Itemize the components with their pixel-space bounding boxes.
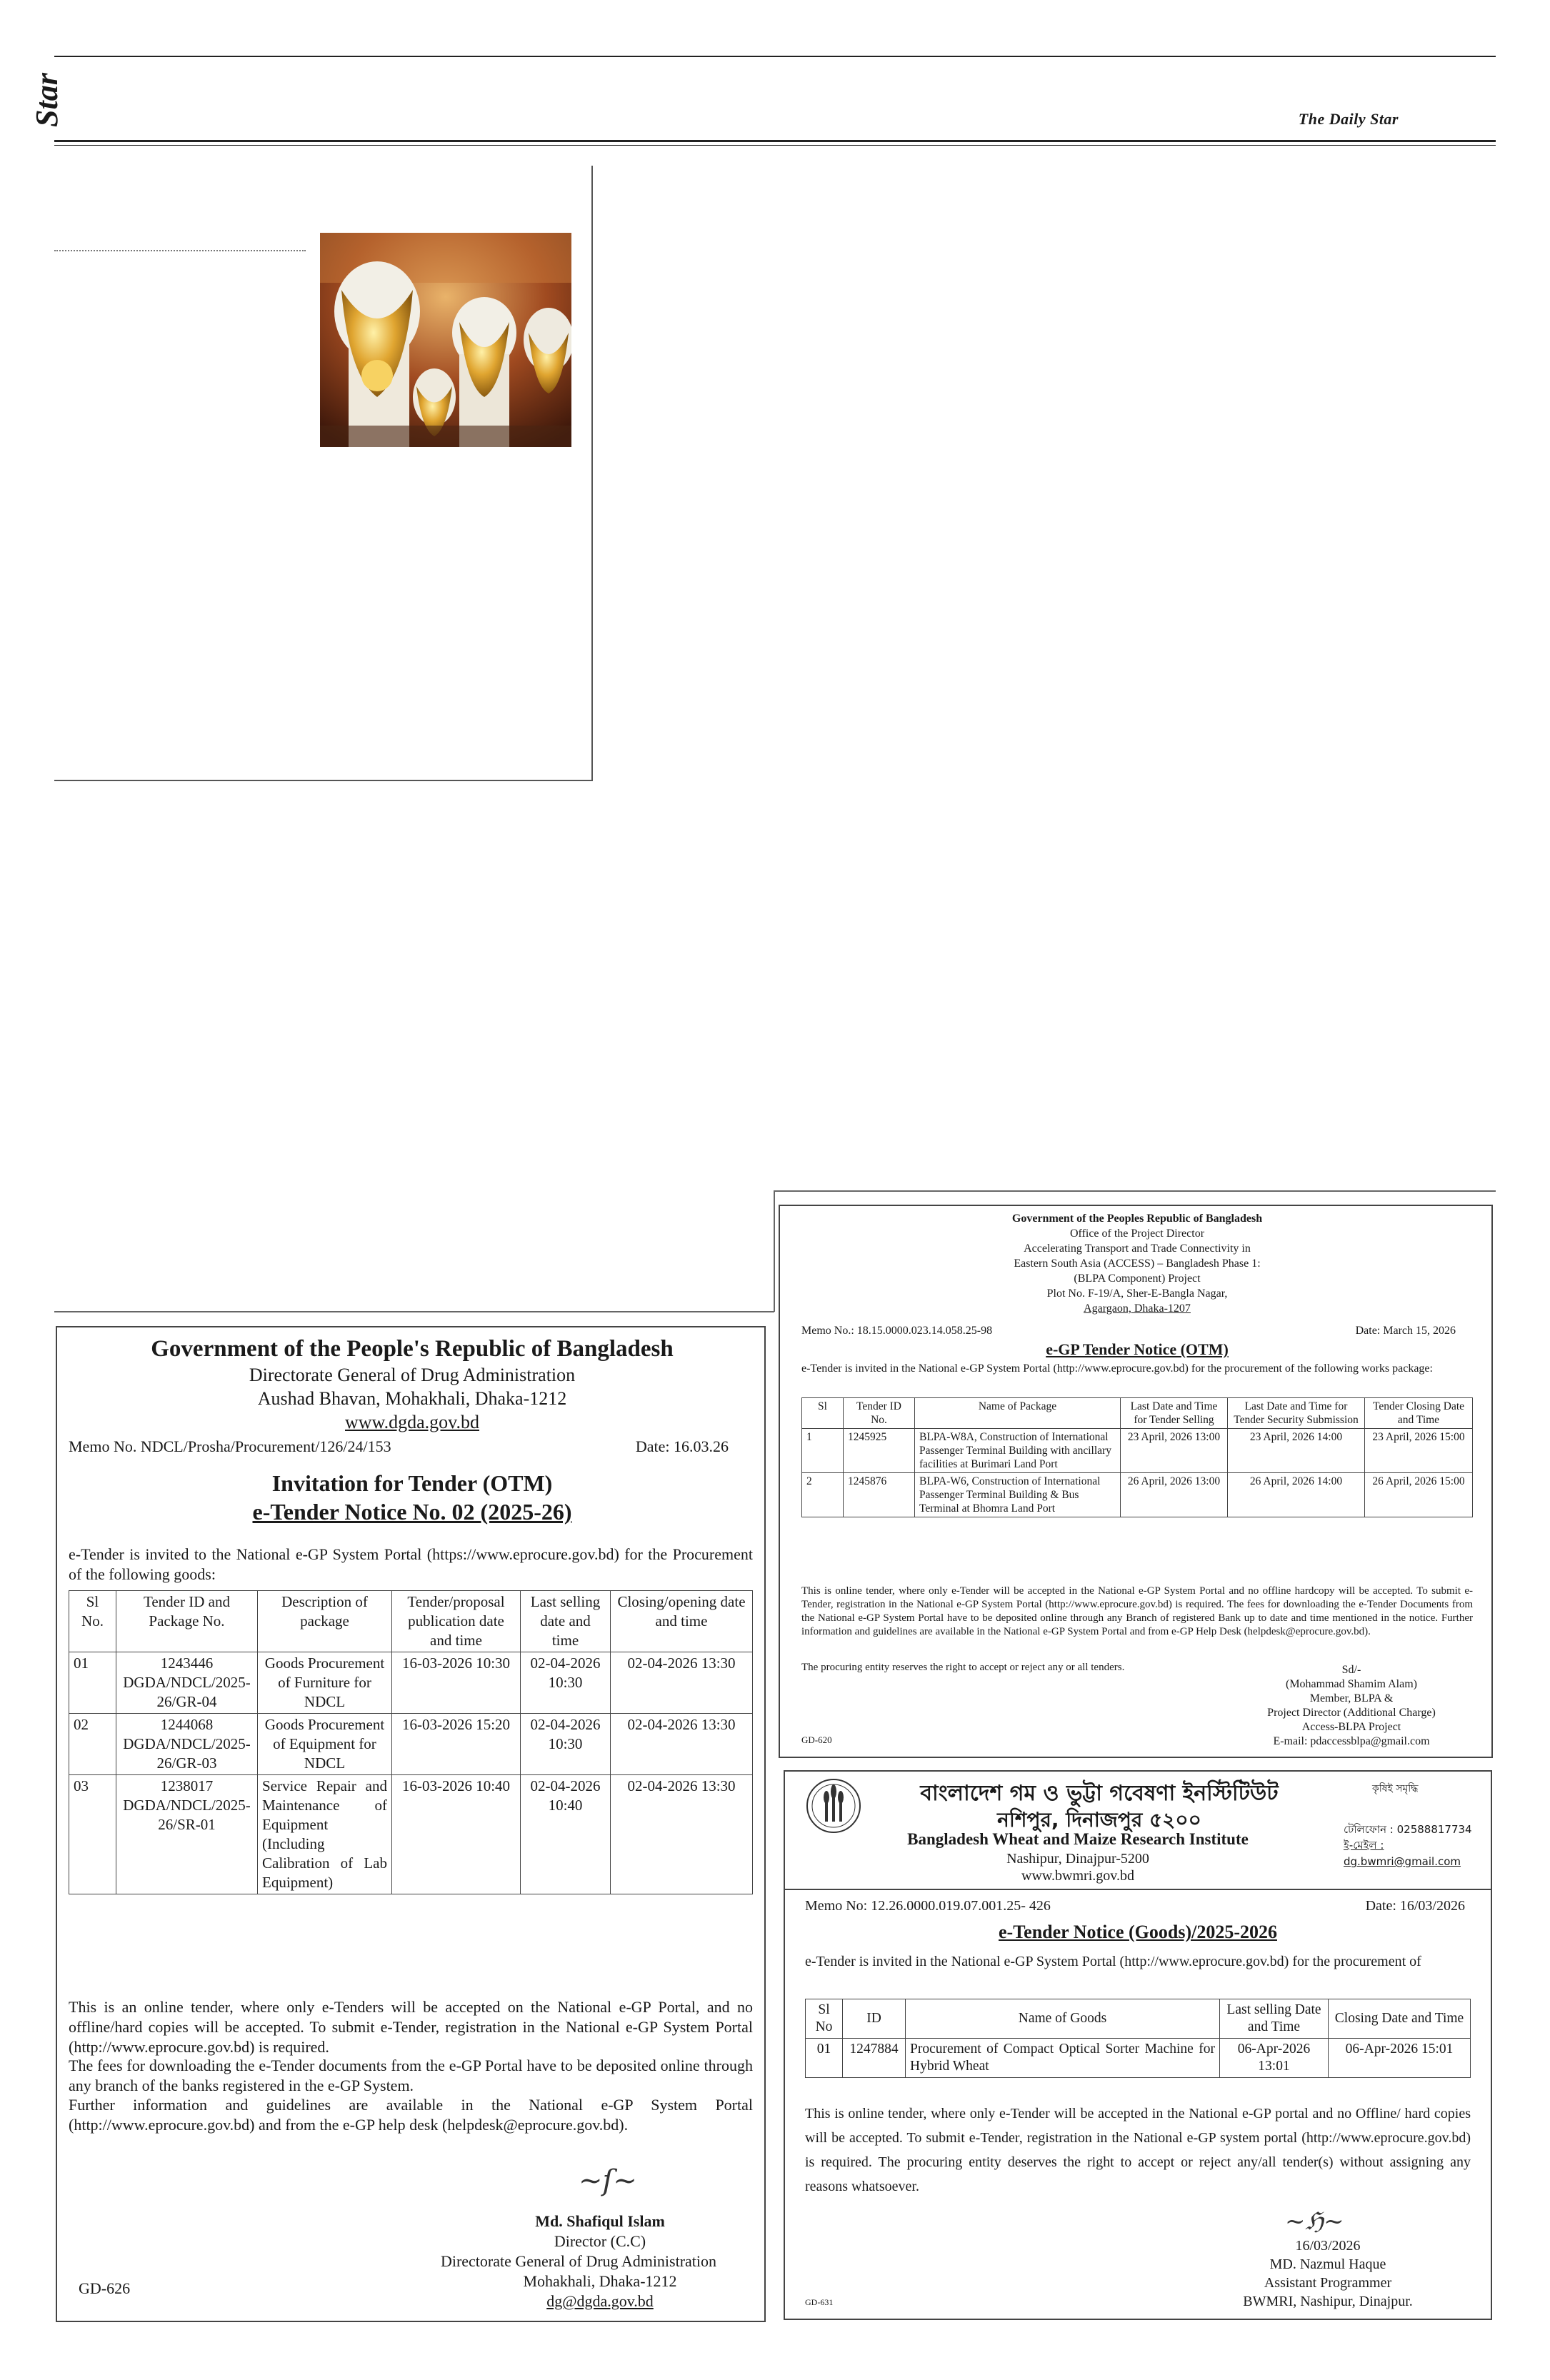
sign-email-link[interactable]: dg@dgda.gov.bd [546,2292,654,2310]
cell-sl: 2 [802,1473,844,1517]
dotted-separator [54,250,306,251]
english-institute-name: Bangladesh Wheat and Maize Research Institute [907,1830,1249,1848]
col-publication: Tender/proposal publication date and time [392,1591,521,1652]
notice-para-2: The procuring entity reserves the right to accept or reject any or all tenders. [801,1662,1125,1673]
section-separator-vertical [774,1190,775,1312]
col-security: Last Date and Time for Tender Security Submission [1228,1398,1365,1429]
sign-title: Assistant Programmer [1264,2275,1392,2291]
dgda-tender-notice [56,1326,766,2322]
memo-date: Date: 16/03/2026 [1365,1898,1465,1914]
sign-dept: Directorate General of Drug Administration [440,2252,717,2270]
cell-description: Goods Procurement of Equipment for NDCL [258,1714,392,1775]
memo-number: Memo No: 12.26.0000.019.07.001.25- 426 [805,1898,1051,1914]
notice-website-link[interactable]: www.dgda.gov.bd [345,1412,479,1432]
header-divider [785,1889,1491,1890]
sign-title: Director (C.C) [554,2232,646,2250]
cell-closing: 02-04-2026 13:30 [611,1714,753,1775]
sign-name: MD. Nazmul Haque [1269,2256,1386,2272]
cell-security: 26 April, 2026 14:00 [1228,1473,1365,1517]
project-line-1: Accelerating Transport and Trade Connectivity in [1024,1242,1251,1255]
sign-email[interactable]: E-mail: pdaccessblpa@gmail.com [1273,1735,1430,1747]
table-row [69,1652,753,1714]
phone-number: টেলিফোন : 02588817734 [1344,1823,1472,1836]
cell-tender-id: 1245876 [844,1473,915,1517]
notice-intro: e-Tender is invited in the National e-GP System Portal (http://www.eprocure.gov.bd) for the procurement of [805,1954,1421,1969]
sign-date: 16/03/2026 [1295,2238,1361,2254]
table-header-row [806,1999,1471,2039]
memo-date: Date: March 15, 2026 [1355,1325,1456,1337]
notice-dept: Directorate General of Drug Administration [249,1365,576,1385]
sign-title-2: Project Director (Additional Charge) [1267,1707,1436,1719]
slogan: কৃষিই সমৃদ্ধি [1372,1783,1419,1794]
sign-name: Md. Shafiqul Islam [535,2212,665,2230]
notice-code: GD-631 [805,2297,834,2307]
cell-publication: 16-03-2026 10:30 [392,1652,521,1714]
memo-number: Memo No.: 18.15.0000.023.14.058.25-98 [801,1325,993,1337]
col-sl: Sl No. [69,1591,116,1652]
cell-description: Goods Procurement of Furniture for NDCL [258,1652,392,1714]
bwmri-logo-icon [805,1777,862,1834]
cell-last-selling: 02-04-2026 10:30 [521,1652,611,1714]
package-no: DGDA/NDCL/2025-26/GR-04 [123,1674,251,1710]
bangla-address: নশিপুর, দিনাজপুর ৫২০০ [997,1808,1201,1832]
col-last-selling: Last selling date and time [521,1591,611,1652]
cell-closing: 02-04-2026 13:30 [611,1775,753,1894]
notice-intro: e-Tender is invited in the National e-GP System Portal (http://www.eprocure.gov.bd) for the procurement of the following works package: [801,1362,1433,1375]
cell-security: 23 April, 2026 14:00 [1228,1429,1365,1473]
package-no: DGDA/NDCL/2025-26/GR-03 [123,1735,251,1772]
notice-para-1: This is online tender, where only e-Tender will be accepted in the National e-GP System Portal and no offline hardcopy will be accepted. To submit e-Tender, registration in the National e-GP System Portal (http://www.eprocure.gov.bd) is required. The fees for downloading the e-Tender Documents from the National e-GP System Portal have to be deposited online through any Branch of registered Bank up to date and time mentioned in the notice. Further information and guidelines are available in the National e-GP System Portal and from e-GP Help Desk (helpdesk@eprocure.gov.bd). [801,1585,1473,1637]
sign-org: BWMRI, Nashipur, Dinajpur. [1243,2294,1413,2309]
section-separator-left [54,1311,774,1312]
star-logo: Star [29,73,64,127]
notice-gov-title: Government of the Peoples Republic of Bangladesh [1011,1212,1263,1225]
notice-para-1: This is online tender, where only e-Tender will be accepted in the National e-GP portal and no Offline/ hard copies will be accepted. To submit e-Tender, registration in the National e-GP system portal (http://www.eprocure.gov.bd) is required. The procuring entity deserves the right to accept or reject any/all tender(s) without assigning any reasons whatsoever. [805,2106,1471,2194]
tender-table [805,1999,1471,2078]
signature-mark: ~ℌ~ [1285,2207,1344,2236]
col-tender-id: Tender ID and Package No. [116,1591,258,1652]
tender-table [69,1590,753,1894]
address-line-2: Agargaon, Dhaka-1207 [1084,1302,1191,1315]
col-last-selling: Last Date and Time for Tender Selling [1121,1398,1228,1429]
sign-title-1: Member, BLPA & [1309,1692,1394,1704]
cell-sl: 03 [69,1775,116,1894]
cell-tender-id [116,1775,258,1894]
cell-package-name: BLPA-W8A, Construction of International Passenger Terminal Building with ancillary facilities at Burimari Land Port [915,1429,1121,1473]
section-separator-right [774,1190,1496,1192]
notice-para-2: The fees for downloading the e-Tender documents from the e-GP Portal have to be deposited online through any branch of the banks registered in the e-GP System. [69,2057,753,2094]
cell-goods-name: Procurement of Compact Optical Sorter Machine for Hybrid Wheat [906,2039,1220,2078]
sign-name: (Mohammad Shamim Alam) [1286,1678,1417,1690]
tender-table [801,1397,1473,1517]
website-link[interactable]: www.bwmri.gov.bd [1021,1868,1134,1884]
table-row [802,1473,1473,1517]
notice-para-3: Further information and guidelines are available in the National e-GP System Portal (http://www.eprocure.gov.bd) and from the e-GP help desk (helpdesk@eprocure.gov.bd). [69,2096,753,2134]
table-header-row [802,1398,1473,1429]
gold-jewellery-photo [320,233,571,447]
project-line-3: (BLPA Component) Project [1074,1272,1201,1285]
col-sl: Sl [802,1398,844,1429]
notice-code: GD-620 [801,1734,832,1745]
header-top-rule [54,56,1496,57]
notice-intro: e-Tender is invited to the National e-GP System Portal (https://www.eprocure.gov.bd) for the Procurement of the following goods: [69,1545,753,1583]
tender-id: 1238017 [160,1777,214,1794]
cell-package-name: BLPA-W6, Construction of International Passenger Terminal Building & Bus Terminal at Bhomra Land Port [915,1473,1121,1517]
col-package-name: Name of Package [915,1398,1121,1429]
cell-closing: 23 April, 2026 15:00 [1365,1429,1473,1473]
project-line-2: Eastern South Asia (ACCESS) – Bangladesh Phase 1: [1014,1257,1261,1270]
notice-title: e-Tender Notice (Goods)/2025-2026 [999,1922,1277,1942]
bangla-institute-name: বাংলাদেশ গম ও ভুট্টা গবেষণা ইনস্টিটিউট [920,1781,1279,1806]
cell-sl: 01 [806,2039,843,2078]
table-row [806,2039,1471,2078]
notice-subtitle: e-Tender Notice No. 02 (2025-26) [252,1499,572,1525]
header-bottom-rule [54,140,1496,142]
sign-title-3: Access-BLPA Project [1301,1721,1401,1733]
cell-last-selling: 02-04-2026 10:30 [521,1714,611,1775]
blpa-tender-notice [779,1205,1493,1758]
signature-mark: ~ſ~ [579,2164,637,2197]
notice-para-1: This is an online tender, where only e-Tenders will be accepted on the National e-GP Portal, and no offline/hard copies will be accepted. To submit e-Tender, registration in the National e-GP System Portal (http://www.eprocure.gov.bd) is required. [69,1998,753,2056]
sign-address: Mohakhali, Dhaka-1212 [523,2272,677,2290]
package-no: DGDA/NDCL/2025-26/SR-01 [123,1797,251,1833]
col-closing: Tender Closing Date and Time [1365,1398,1473,1429]
memo-number: Memo No. NDCL/Prosha/Procurement/126/24/153 [69,1437,391,1455]
notice-code: GD-626 [79,2279,131,2297]
notice-gov-title: Government of the People's Republic of Bangladesh [151,1336,674,1362]
notice-office: Office of the Project Director [1069,1227,1205,1240]
cell-last-selling: 06-Apr-2026 13:01 [1220,2039,1329,2078]
cell-sl: 1 [802,1429,844,1473]
table-row [69,1775,753,1894]
sign-sd: Sd/- [1341,1664,1361,1676]
notice-address: Aushad Bhavan, Mohakhali, Dhaka-1212 [257,1388,567,1409]
cell-last-selling: 02-04-2026 10:40 [521,1775,611,1894]
table-row [69,1714,753,1775]
cell-sl: 01 [69,1652,116,1714]
masthead-brand: The Daily Star [1298,110,1399,128]
cell-sl: 02 [69,1714,116,1775]
cell-publication: 16-03-2026 15:20 [392,1714,521,1775]
cell-last-selling: 26 April, 2026 13:00 [1121,1473,1228,1517]
cell-tender-id [116,1652,258,1714]
notice-title: Invitation for Tender (OTM) [271,1470,553,1496]
tender-id: 1244068 [160,1716,214,1733]
cell-closing: 06-Apr-2026 15:01 [1329,2039,1471,2078]
notice-title: e-GP Tender Notice (OTM) [1046,1340,1229,1358]
col-closing: Closing Date and Time [1329,1999,1471,2039]
table-header-row [69,1591,753,1652]
col-tender-id: Tender ID No. [844,1398,915,1429]
cell-tender-id [116,1714,258,1775]
cell-closing: 26 April, 2026 15:00 [1365,1473,1473,1517]
header-bottom-rule-thin [54,145,1496,146]
cell-last-selling: 23 April, 2026 13:00 [1121,1429,1228,1473]
table-row [802,1429,1473,1473]
col-id: ID [843,1999,906,2039]
cell-publication: 16-03-2026 10:40 [392,1775,521,1894]
col-goods-name: Name of Goods [906,1999,1220,2039]
memo-date: Date: 16.03.26 [635,1437,729,1455]
english-address: Nashipur, Dinajpur-5200 [1006,1851,1149,1867]
col-last-selling: Last selling Date and Time [1220,1999,1329,2039]
bwmri-tender-notice [784,1770,1492,2320]
email-link[interactable]: ই-মেইল : dg.bwmri@gmail.com [1344,1839,1461,1868]
cell-closing: 02-04-2026 13:30 [611,1652,753,1714]
address-line-1: Plot No. F-19/A, Sher-E-Bangla Nagar, [1046,1287,1228,1300]
tender-id: 1243446 [160,1655,214,1672]
cell-description: Service Repair and Maintenance of Equipment (Including Calibration of Lab Equipment) [258,1775,392,1894]
col-description: Description of package [258,1591,392,1652]
cell-id: 1247884 [843,2039,906,2078]
col-closing: Closing/opening date and time [611,1591,753,1652]
cell-tender-id: 1245925 [844,1429,915,1473]
col-sl: Sl No [806,1999,843,2039]
